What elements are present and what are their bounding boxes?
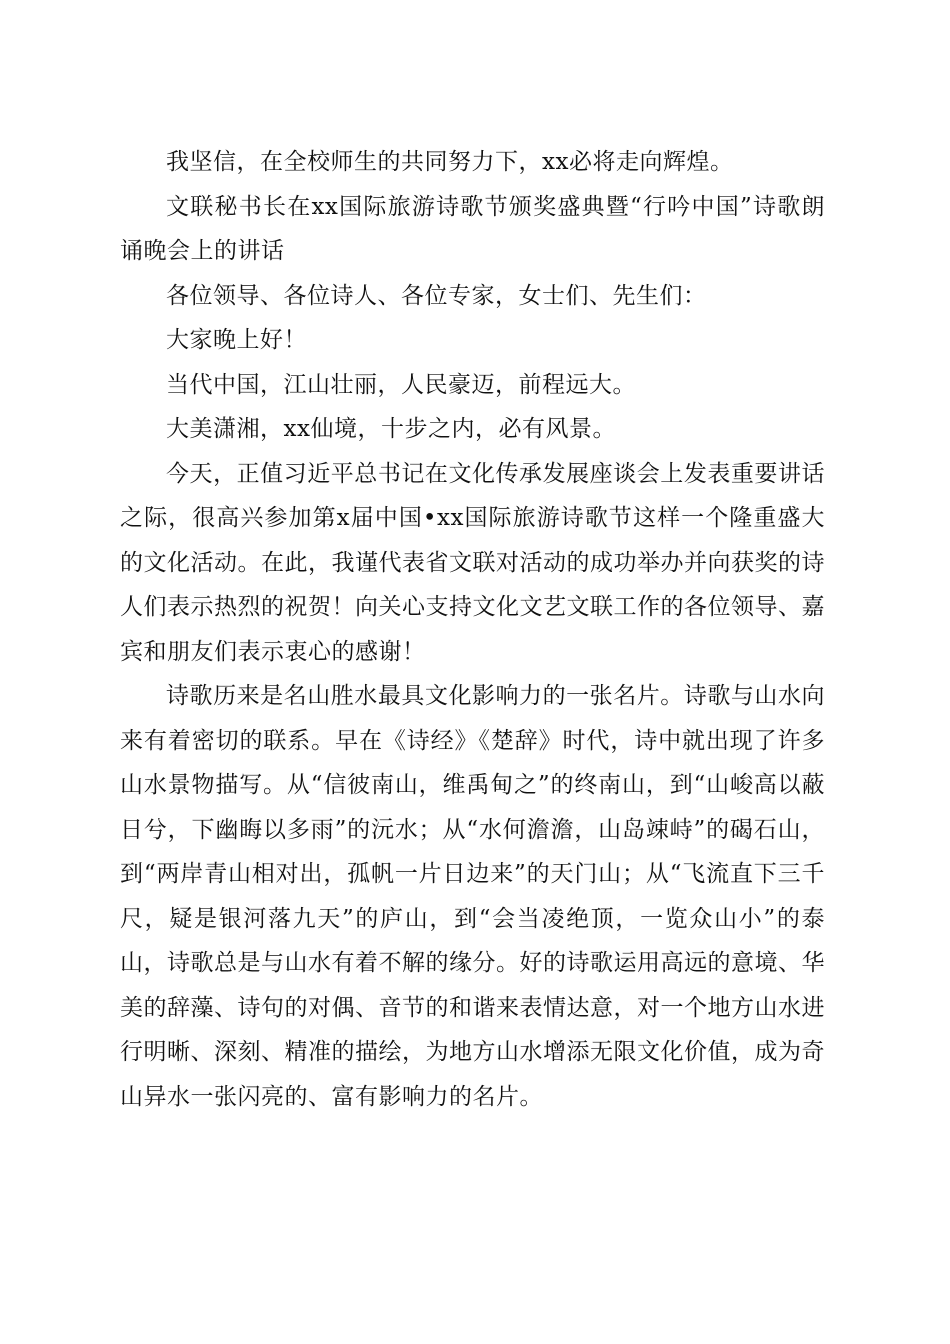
paragraph-poetry: 诗歌历来是名山胜水最具文化影响力的一张名片。诗歌与山水向来有着密切的联系。早在《诗经》《楚辞》时代，诗中就出现了许多山水景物描写。从“信彼南山，维禹甸之”的终南山，到“山峻高以蔽日兮，下幽晦以多雨”的沅水；从“水何澹澹，山岛竦峙”的碣石山，到“两岸青山相对出，孤帆一片日边来”的天门山；从“飞流直下三千尺，疑是银河落九天”的庐山，到“会当凌绝顶，一览众山小”的泰山，诗歌总是与山水有着不解的缘分。好的诗歌运用高远的意境、华美的辞藻、诗句的对偶、音节的和谐来表情达意，对一个地方山水进行明晰、深刻、精准的描绘，为地方山水增添无限文化价值，成为奇山异水一张闪亮的、富有影响力的名片。 xyxy=(120,683,825,1110)
paragraph-salutation: 各位领导、各位诗人、各位专家，女士们、先生们： xyxy=(166,282,707,309)
speech-title: 文联秘书长在xx国际旅游诗歌节颁奖盛典暨“行吟中国”诗歌朗诵晚会上的讲话 xyxy=(120,193,825,264)
paragraph-today: 今天，正值习近平总书记在文化传承发展座谈会上发表重要讲话之际，很高兴参加第x届中国•xx国际旅游诗歌节这样一个隆重盛大的文化活动。在此，我谨代表省文联对活动的成功举办并向获奖的诗人们表示热烈的祝贺！向关心支持文化文艺文联工作的各位领导、嘉宾和朋友们表示衷心的感谢！ xyxy=(120,460,825,665)
paragraph-xiaoxiang: 大美潇湘，xx仙境，十步之内，必有风景。 xyxy=(166,416,616,442)
paragraph-china: 当代中国，江山壮丽，人民豪迈，前程远大。 xyxy=(166,371,636,398)
paragraph-closing-statement: 我坚信，在全校师生的共同努力下，xx必将走向辉煌。 xyxy=(166,149,734,175)
paragraph-greeting: 大家晚上好！ xyxy=(166,327,307,353)
document-body xyxy=(120,140,825,1119)
